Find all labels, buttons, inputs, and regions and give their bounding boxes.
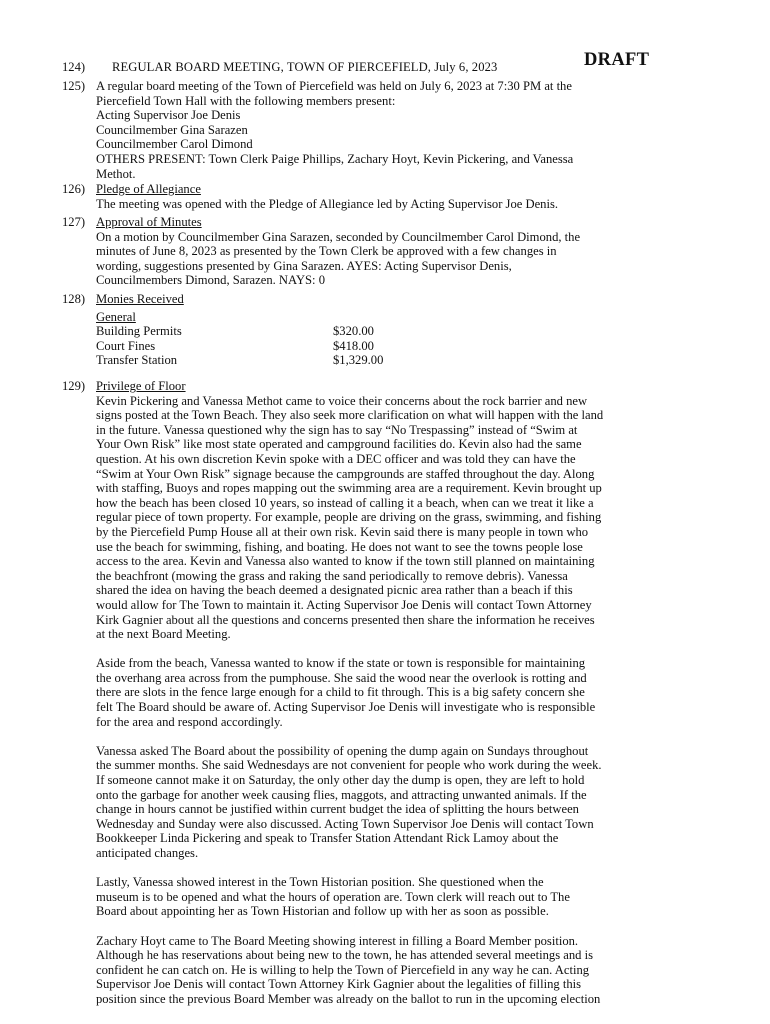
- text-line: The meeting was opened with the Pledge of Allegiance led by Acting Supervisor Joe Denis.: [96, 196, 559, 211]
- item-number: 128): [62, 292, 86, 306]
- text-line: Zachary Hoyt came to The Board Meeting showing interest in filling a Board Member position.: [96, 933, 579, 948]
- text-line: there are slots in the fence large enough for a child to fit through. This is a big safety concern she: [96, 685, 585, 700]
- text-line: question. At his own discretion Kevin spoke with a DEC officer and was told they can have the: [96, 451, 576, 466]
- text-line: Bookkeeper Linda Pickering and speak to Transfer Station Attendant Rick Lamoy about the: [96, 831, 559, 846]
- text-line: onto the garbage for another week causing flies, maggots, and attracting unwanted animals. If the: [96, 787, 587, 802]
- monies-amount: $418.00: [333, 338, 374, 353]
- text-line: Councilmember Carol Dimond: [96, 137, 253, 152]
- section-heading: Approval of Minutes: [96, 215, 202, 229]
- text-line: at the next Board Meeting.: [96, 627, 231, 642]
- text-line: Supervisor Joe Denis will contact Town Attorney Kirk Gagnier about the legalities of filling this: [96, 977, 582, 992]
- draft-label: DRAFT: [584, 50, 650, 70]
- text-line: in the future. Vanessa questioned why the sign has to say “No Trespassing” instead of “Swim at: [96, 422, 578, 437]
- text-line: Vanessa asked The Board about the possibility of opening the dump again on Sundays throughout: [96, 743, 589, 758]
- monies-row: [96, 353, 712, 368]
- text-line: felt The Board should be aware of. Acting Supervisor Joe Denis will investigate who is responsible: [96, 700, 596, 715]
- item-number: 127): [62, 215, 86, 229]
- text-line: museum is to be opened and what the hours of operation are. Town clerk will reach out to The: [96, 889, 570, 904]
- section-heading: Pledge of Allegiance: [96, 182, 201, 196]
- text-line: Councilmembers Dimond, Sarazen. NAYS: 0: [96, 273, 325, 288]
- monies-label: Transfer Station: [96, 353, 178, 368]
- text-line: If someone cannot make it on Saturday, the only other day the dump is open, they are left to hold: [96, 773, 585, 788]
- monies-row: [96, 339, 712, 354]
- item-body: [96, 215, 712, 288]
- section-heading: Monies Received: [96, 292, 184, 306]
- text-line: Although he has reservations about being new to the town, he has attended several meetings and is: [96, 948, 593, 963]
- text-line: the beachfront (mowing the grass and raking the sand periodically to remove debris). Vanessa: [96, 568, 568, 583]
- paragraph: [96, 934, 712, 1007]
- text-line: minutes of June 8, 2023 as presented by the Town Clerk be approved with a few changes in: [96, 244, 557, 259]
- text-line: how the beach has been closed 10 years, so instead of calling it a beach, when can we treat it like a: [96, 495, 594, 510]
- item-129-privilege-of-floor: [62, 379, 712, 1009]
- subheading-general: General: [96, 309, 136, 324]
- text-line: change in hours cannot be justified within current budget the idea of splitting the hours between: [96, 802, 579, 817]
- text-line: regular piece of town property. For example, people are driving on the grass, swimming, and fishing: [96, 510, 602, 525]
- text-line: signs posted at the Town Beach. They also seek more clarification on what will happen with the land: [96, 408, 604, 423]
- text-line: Lastly, Vanessa showed interest in the Town Historian position. She questioned when the: [96, 875, 544, 890]
- text-line: Acting Supervisor Joe Denis: [96, 108, 241, 123]
- text-line: Board about appointing her as Town Historian and follow up with her as soon as possible.: [96, 904, 549, 919]
- text-line: confident he can catch on. He is willing to help the Town of Piercefield in any way he can. Acting: [96, 962, 590, 977]
- text-line: for the area and respond accordingly.: [96, 714, 283, 729]
- item-body: [96, 79, 712, 181]
- monies-amount: $1,329.00: [333, 353, 384, 368]
- item-128-monies-received: [62, 292, 712, 370]
- item-125-meeting-info: [62, 79, 712, 181]
- text-line: position since the previous Board Member was already on the ballot to run in the upcoming election: [96, 991, 601, 1006]
- text-line: anticipated changes.: [96, 846, 199, 860]
- text-line: Piercefield Town Hall with the following members present:: [96, 93, 396, 108]
- monies-label: Court Fines: [96, 338, 156, 353]
- text-line: use the beach for swimming, fishing, and boating. He does not want to see the towns people lose: [96, 539, 583, 554]
- paragraph: [96, 875, 712, 919]
- text-line: shared the idea on having the beach deemed a designated picnic area rather than a beach if this: [96, 583, 573, 598]
- text-line: Kevin Pickering and Vanessa Methot came to voice their concerns about the rock barrier and new: [96, 393, 588, 408]
- item-body: [96, 182, 712, 211]
- monies-row: [96, 324, 712, 339]
- text-line: A regular board meeting of the Town of Piercefield was held on July 6, 2023 at 7:30 PM at the: [96, 79, 572, 93]
- text-line: access to the area. Kevin and Vanessa also wanted to know if the town still planned on maintaining: [96, 554, 595, 569]
- item-body: [96, 292, 712, 368]
- text-line: Councilmember Gina Sarazen: [96, 122, 248, 137]
- monies-amount: $320.00: [333, 324, 374, 339]
- paragraph: [96, 394, 712, 642]
- item-127-approval-of-minutes: [62, 215, 712, 289]
- text-line: the summer months. She said Wednesdays are not convenient for people who work during the week.: [96, 758, 602, 773]
- section-heading: Privilege of Floor: [96, 379, 186, 393]
- item-number: 125): [62, 79, 86, 93]
- text-line: OTHERS PRESENT: Town Clerk Paige Phillips, Zachary Hoyt, Kevin Pickering, and Vanessa: [96, 151, 574, 166]
- text-line: with staffing, Buoys and ropes mapping out the swimming area are a requirement. Kevin brought up: [96, 481, 602, 496]
- meeting-title: REGULAR BOARD MEETING, TOWN OF PIERCEFIELD, July 6, 2023: [112, 60, 498, 74]
- text-line: Methot.: [96, 166, 136, 181]
- text-line: “Swim at Your Own Risk” signage because the campgrounds are staffed throughout the day. Along: [96, 466, 595, 481]
- text-line: Wednesday and Sunday were also discussed. Acting Town Supervisor Joe Denis will contact Town: [96, 816, 594, 831]
- item-number: 129): [62, 379, 86, 393]
- paragraph: [96, 656, 712, 729]
- text-line: would allow for The Town to maintain it. Acting Supervisor Joe Denis will contact Town Attorney: [96, 597, 592, 612]
- text-line: wording, suggestions presented by Gina Sarazen. AYES: Acting Supervisor Denis,: [96, 258, 512, 273]
- text-line: Your Own Risk” like most state operated and campground facilities do. Kevin also had the same: [96, 437, 582, 452]
- item-body: [96, 379, 712, 1007]
- document-header: [62, 50, 712, 78]
- item-number: 126): [62, 182, 86, 196]
- monies-label: Building Permits: [96, 324, 182, 339]
- item-number: 124): [62, 60, 86, 74]
- text-line: Kirk Gagnier about all the questions and concerns presented then share the information he receives: [96, 612, 595, 627]
- text-line: the overhang area across from the pumphouse. She said the wood near the overlook is rotting and: [96, 670, 587, 685]
- item-126-pledge: [62, 182, 712, 212]
- text-line: Aside from the beach, Vanessa wanted to know if the state or town is responsible for maintaining: [96, 656, 586, 671]
- text-line: by the Piercefield Pump House all at their own risk. Kevin said there is many people in town who: [96, 524, 589, 539]
- paragraph: [96, 744, 712, 861]
- text-line: On a motion by Councilmember Gina Sarazen, seconded by Councilmember Carol Dimond, the: [96, 229, 581, 244]
